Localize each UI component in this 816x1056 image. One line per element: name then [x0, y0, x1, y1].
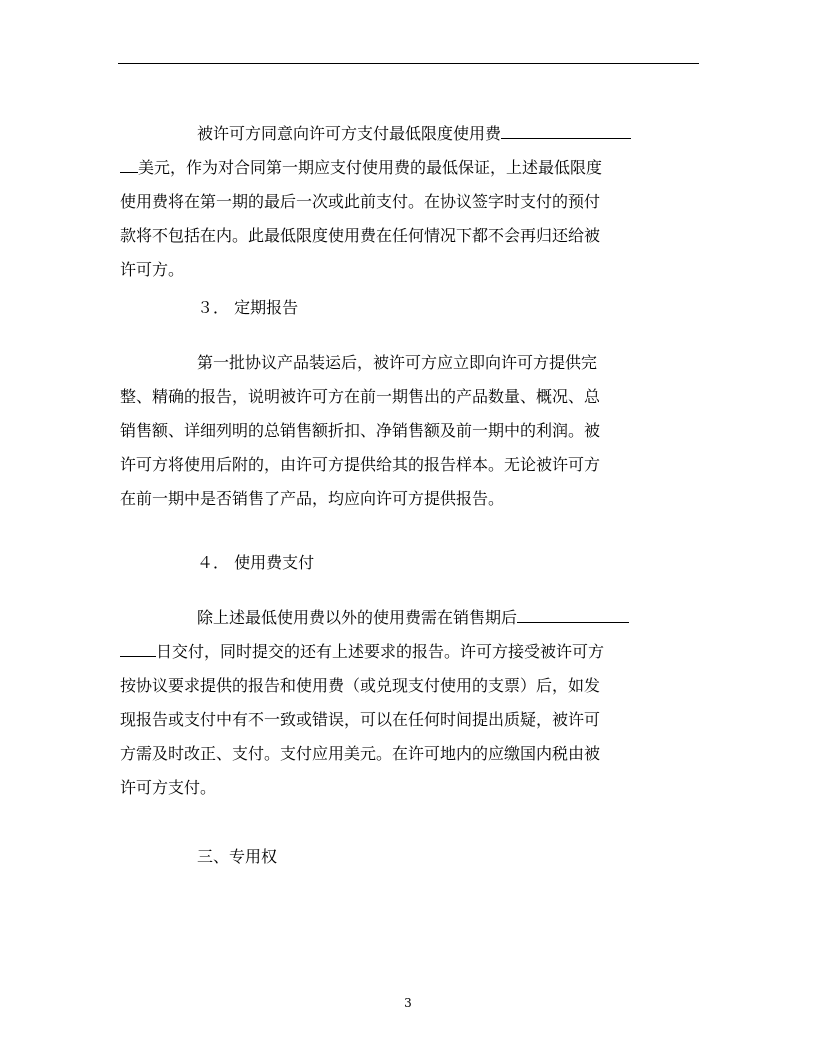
heading-fee-payment: ４． 使用费支付: [197, 553, 315, 572]
text-line: 销售额、详细列明的总销售额折扣、净销售额及前一期中的利润。被: [120, 421, 601, 440]
header-rule: [118, 63, 699, 64]
text-line: 使用费将在第一期的最后一次或此前支付。在协议签字时支付的预付: [120, 192, 601, 211]
text-line: 第一批协议产品装运后，被许可方应立即向许可方提供完: [197, 353, 598, 372]
text-line: 许可方将使用后附的，由许可方提供给其的报告样本。无论被许可方: [120, 455, 601, 474]
fill-in-blank: [501, 118, 631, 139]
heading-exclusive-rights: 三、专用权: [197, 847, 278, 866]
paragraph-minimum-fee: [120, 117, 680, 287]
text-line: 按协议要求提供的报告和使用费（或兑现支付使用的支票）后，如发: [120, 676, 601, 695]
fill-in-blank: [517, 602, 629, 623]
text-line: 款将不包括在内。此最低限度使用费在任何情况下都不会再归还给被: [120, 226, 601, 245]
text-line: 日交付，同时提交的还有上述要求的报告。许可方接受被许可方: [120, 635, 680, 669]
text-line: 被许可方同意向许可方支付最低限度使用费: [120, 117, 680, 151]
text-line: 除上述最低使用费以外的使用费需在销售期后: [120, 601, 680, 635]
fill-in-blank: [120, 152, 138, 173]
page-number: 3: [404, 996, 412, 1010]
text-line: 许可方。: [120, 260, 185, 279]
heading-periodic-reports: ３． 定期报告: [197, 298, 299, 317]
paragraph-payment: [120, 601, 680, 805]
text-line: 美元，作为对合同第一期应支付使用费的最低保证，上述最低限度: [120, 151, 680, 185]
text-line: 方需及时改正、支付。支付应用美元。在许可地内的应缴国内税由被: [120, 744, 601, 763]
text-line: 在前一期中是否销售了产品，均应向许可方提供报告。: [120, 489, 505, 508]
text-line: 现报告或支付中有不一致或错误，可以在任何时间提出质疑，被许可: [120, 710, 601, 729]
fill-in-blank: [120, 636, 156, 657]
paragraph-reports: [120, 346, 680, 516]
text-line: 许可方支付。: [120, 778, 217, 797]
text-line: 整、精确的报告，说明被许可方在前一期售出的产品数量、概况、总: [120, 387, 601, 406]
